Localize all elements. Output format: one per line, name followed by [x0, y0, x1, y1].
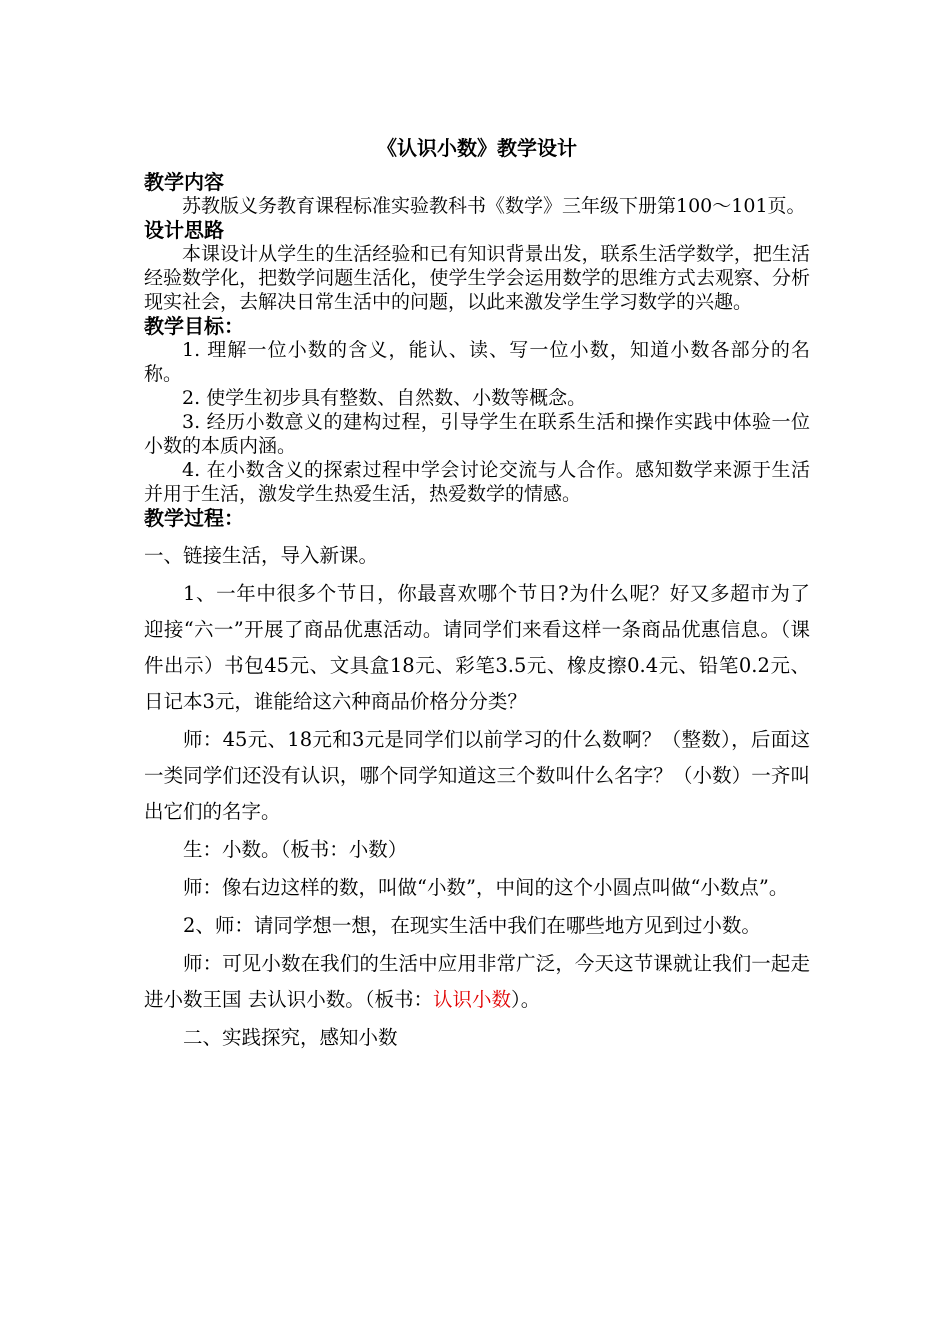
process-paragraph: 师：45元、18元和3元是同学们以前学习的什么数啊？（整数），后面这一类同学们还没有认识，哪个同学知道这三个数叫什么名字？（小数）一齐叫出它们的名字。: [144, 728, 810, 823]
paragraph-text: ）。: [510, 988, 541, 1011]
paragraph-text: 师：可见小数在我们的生活中应用非常广泛，今天这节课就让我们一起走进小数王国 去认识小数。（板书：: [144, 952, 810, 1011]
process-part-one: 一、链接生活，导入新课。: [144, 544, 379, 567]
design-idea-text: 本课设计从学生的生活经验和已有知识背景出发，联系生活学数学，把生活经验数学化，把数学问题生活化，使学生学会运用数学的思维方式去观察、分析现实社会，去解决日常生活中的问题，以此来激发学生学习数学的兴趣。: [144, 243, 810, 313]
goal-item: 1. 理解一位小数的含义，能认、读、写一位小数，知道小数各部分的名称。: [144, 339, 810, 385]
process-part-two: 二、实践探究，感知小数: [183, 1026, 398, 1049]
goal-item: 4. 在小数含义的探索过程中学会讨论交流与人合作。感知数学来源于生活并用于生活，激发学生热爱生活，热爱数学的情感。: [144, 459, 810, 505]
process-paragraph: 1、一年中很多个节日，你最喜欢哪个节日?为什么呢？好又多超市为了迎接“六一”开展了商品优惠活动。请同学们来看这样一条商品优惠信息。（课件出示）书包45元、文具盒18元、彩笔3.5元、橡皮擦0.4元、铅笔0.2元、日记本3元，谁能给这六种商品价格分分类？: [144, 582, 810, 713]
heading-teaching-content: 教学内容: [144, 170, 224, 194]
process-paragraph: 生：小数。（板书：小数）: [183, 838, 408, 861]
process-paragraph: 2、师：请同学想一想，在现实生活中我们在哪些地方见到过小数。: [183, 914, 761, 937]
heading-teaching-goals: 教学目标：: [144, 314, 244, 338]
goal-item: 3. 经历小数意义的建构过程，引导学生在联系生活和操作实践中体验一位小数的本质内涵。: [144, 411, 810, 457]
document-title: 《认识小数》教学设计: [377, 136, 577, 160]
goal-item: 2. 使学生初步具有整数、自然数、小数等概念。: [182, 387, 587, 409]
process-paragraph: 师：像右边这样的数，叫做“小数”，中间的这个小圆点叫做“小数点”。: [183, 876, 789, 899]
heading-teaching-process: 教学过程：: [144, 506, 244, 530]
process-paragraph: [144, 946, 810, 1018]
heading-design-idea: 设计思路: [144, 218, 224, 242]
board-writing-highlight: 认识小数: [432, 988, 511, 1011]
teaching-content-text: 苏教版义务教育课程标准实验教科书《数学》三年级下册第100～101页。: [182, 195, 806, 217]
